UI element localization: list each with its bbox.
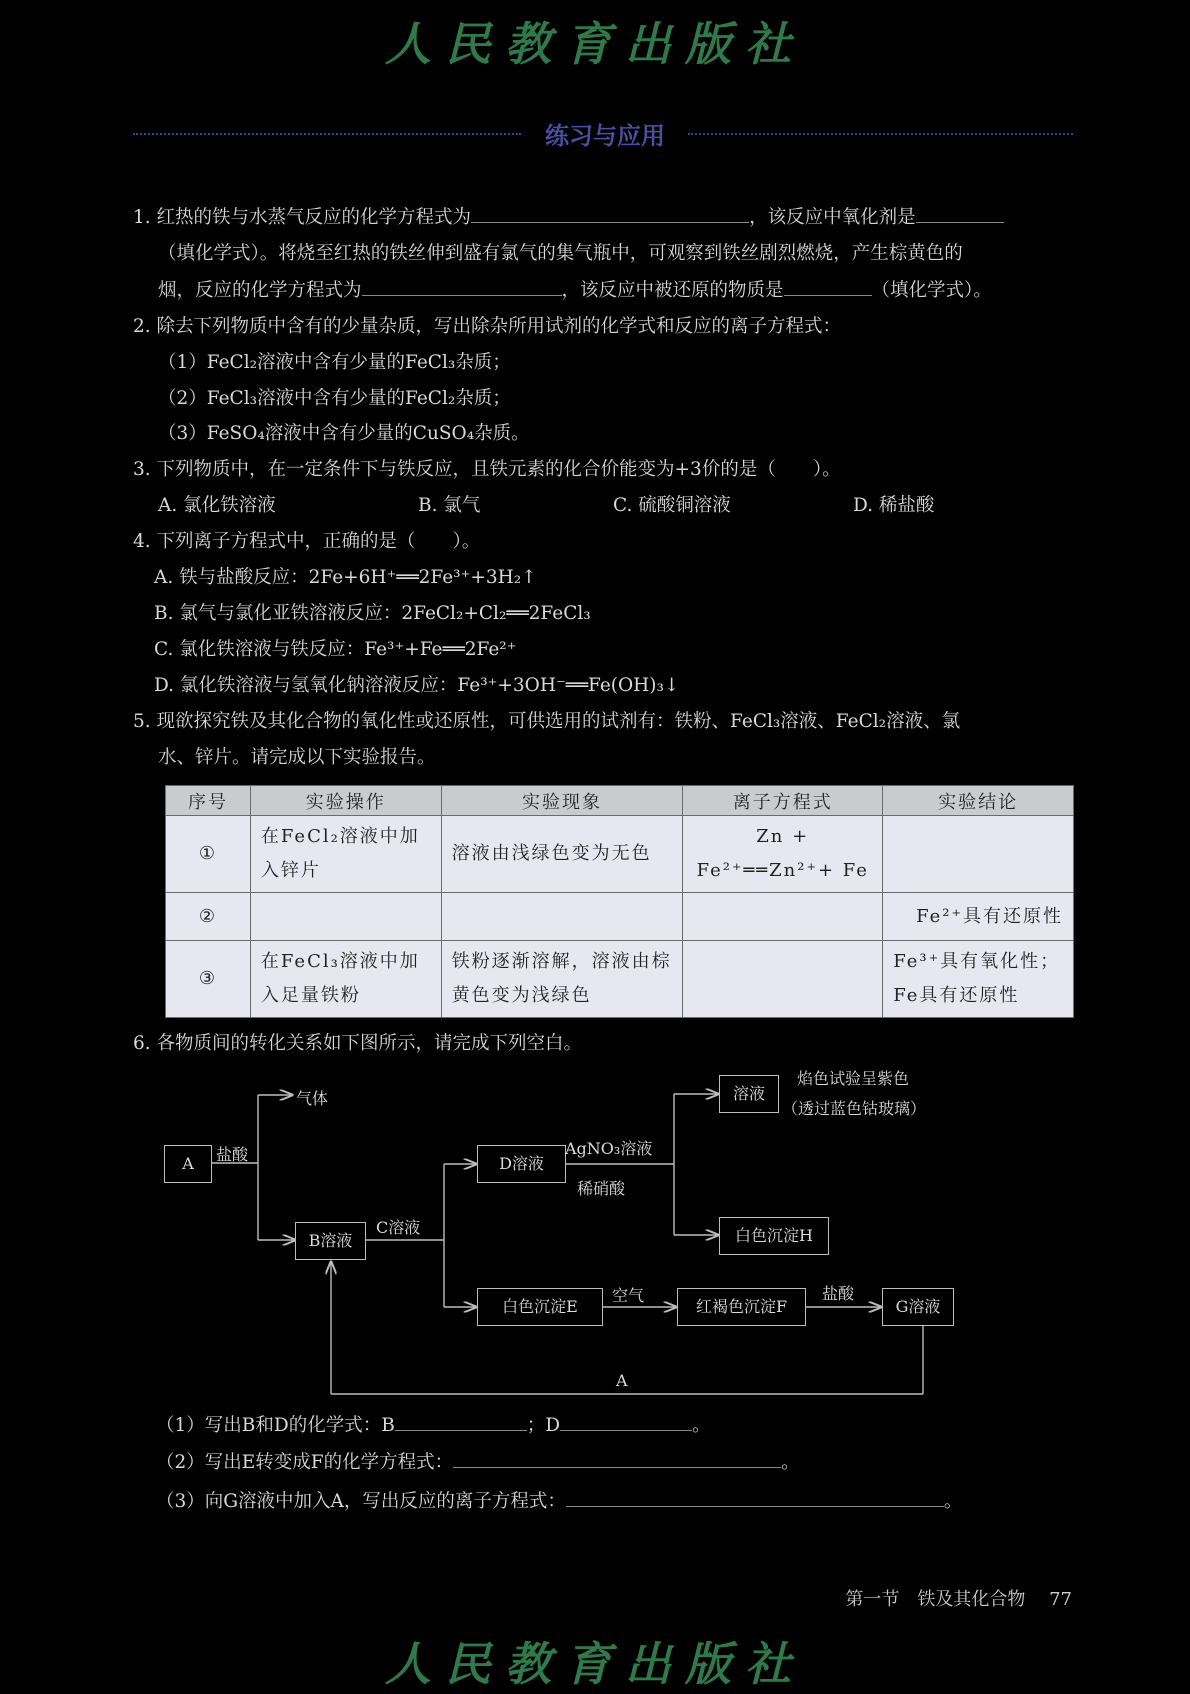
table-cell: ③ xyxy=(166,941,251,1018)
label-c-solution: C溶液 xyxy=(376,1218,421,1237)
node-f: 红褐色沉淀F xyxy=(677,1288,806,1326)
q4-option-d: D. 氯化铁溶液与氢氧化钠溶液反应：Fe³⁺+3OH⁻══Fe(OH)₃↓ xyxy=(154,675,680,696)
q3-option-a: A. 氯化铁溶液 xyxy=(158,495,276,516)
label-a-return: A xyxy=(616,1371,628,1390)
node-solution: 溶液 xyxy=(719,1075,779,1113)
q4-option-b: B. 氯气与氯化亚铁溶液反应：2FeCl₂+Cl₂══2FeCl₃ xyxy=(154,603,591,624)
q4-option-a: A. 铁与盐酸反应：2Fe+6H⁺══2Fe³⁺+3H₂↑ xyxy=(154,567,537,588)
node-g: G溶液 xyxy=(882,1288,954,1326)
table-cell: ① xyxy=(166,816,251,893)
table-cell: Zn + Fe²⁺══Zn²⁺+ Fe xyxy=(683,816,883,893)
q4-stem: 4. 下列离子方程式中，正确的是（ ）。 xyxy=(133,531,481,552)
q5-stem: 5. 现欲探究铁及其化合物的氧化性或还原性，可供选用的试剂有：铁粉、FeCl₃溶液、FeCl₂溶液、氯 xyxy=(133,711,961,732)
node-d: D溶液 xyxy=(477,1145,566,1183)
section-title: 练习与应用 xyxy=(545,122,665,150)
q2-stem: 2. 除去下列物质中含有的少量杂质，写出除杂所用试剂的化学式和反应的离子方程式： xyxy=(133,316,842,337)
publisher-logo: 人民教育出版社 xyxy=(385,17,805,71)
q6-stem: 6. 各物质间的转化关系如下图所示，请完成下列空白。 xyxy=(133,1033,583,1054)
label-hno3: 稀硝酸 xyxy=(577,1179,626,1198)
table-cell: 在FeCl₃溶液中加入足量铁粉 xyxy=(250,941,441,1018)
label-hcl-2: 盐酸 xyxy=(822,1284,855,1303)
q6-sub3: （3）向G溶液中加入A，写出反应的离子方程式： 。 xyxy=(156,1488,962,1515)
publisher-logo-bottom: 人民教育出版社 xyxy=(385,1637,805,1691)
q1-line2: （填化学式）。将烧至红热的铁丝伸到盛有氯气的集气瓶中，可观察到铁丝剧烈燃烧，产生棕黄色的 xyxy=(158,243,963,264)
label-cobalt-glass: （透过蓝色钴玻璃） xyxy=(782,1099,927,1118)
table-cell: 在FeCl₂溶液中加入锌片 xyxy=(250,816,441,893)
col-header: 离子方程式 xyxy=(683,786,883,816)
q1-line3: 烟，反应的化学方程式为 ，该反应中被还原的物质是 （填化学式）。 xyxy=(158,277,992,304)
q4-option-c: C. 氯化铁溶液与铁反应：Fe³⁺+Fe══2Fe²⁺ xyxy=(154,639,517,660)
table-cell: Fe²⁺具有还原性 xyxy=(883,893,1074,941)
col-header: 实验现象 xyxy=(441,786,683,816)
node-b: B溶液 xyxy=(295,1222,366,1260)
page-footer xyxy=(845,1585,1072,1611)
q2-sub1: （1）FeCl₂溶液中含有少量的FeCl₃杂质； xyxy=(158,352,511,373)
label-hcl: 盐酸 xyxy=(216,1145,249,1164)
col-header: 实验操作 xyxy=(250,786,441,816)
node-a: A xyxy=(164,1145,212,1183)
table-cell: 溶液由浅绿色变为无色 xyxy=(441,816,683,893)
q3-option-c: C. 硫酸铜溶液 xyxy=(613,495,731,516)
chapter-title: 第一节 铁及其化合物 xyxy=(845,1589,1026,1610)
node-e: 白色沉淀E xyxy=(477,1288,603,1326)
label-gas: 气体 xyxy=(296,1089,329,1108)
q2-sub2: （2）FeCl₃溶液中含有少量的FeCl₂杂质； xyxy=(158,388,511,409)
label-flame-test: 焰色试验呈紫色 xyxy=(797,1069,910,1088)
table-cell: Fe³⁺具有氧化性；Fe具有还原性 xyxy=(883,941,1074,1018)
label-air: 空气 xyxy=(612,1286,645,1305)
col-header: 实验结论 xyxy=(883,786,1074,816)
col-header: 序号 xyxy=(166,786,251,816)
page-number: 77 xyxy=(1049,1589,1072,1610)
q3-option-b: B. 氯气 xyxy=(418,495,481,516)
table-cell: ② xyxy=(166,893,251,941)
q1-line1: 1. 红热的铁与水蒸气反应的化学方程式为 ，该反应中氧化剂是 xyxy=(133,204,1004,231)
q6-sub1: （1）写出B和D的化学式：B ；D 。 xyxy=(156,1412,711,1439)
q5-stem-cont: 水、锌片。请完成以下实验报告。 xyxy=(158,747,436,768)
node-h: 白色沉淀H xyxy=(719,1217,829,1255)
label-agno3: AgNO₃溶液 xyxy=(565,1139,653,1158)
q3-stem: 3. 下列物质中，在一定条件下与铁反应，且铁元素的化合价能变为+3价的是（ ）。 xyxy=(133,459,841,480)
q3-option-d: D. 稀盐酸 xyxy=(853,495,935,516)
q6-sub2: （2）写出E转变成F的化学方程式： 。 xyxy=(156,1449,800,1476)
table-cell: 铁粉逐渐溶解，溶液由棕黄色变为浅绿色 xyxy=(441,941,683,1018)
q2-sub3: （3）FeSO₄溶液中含有少量的CuSO₄杂质。 xyxy=(158,423,530,444)
